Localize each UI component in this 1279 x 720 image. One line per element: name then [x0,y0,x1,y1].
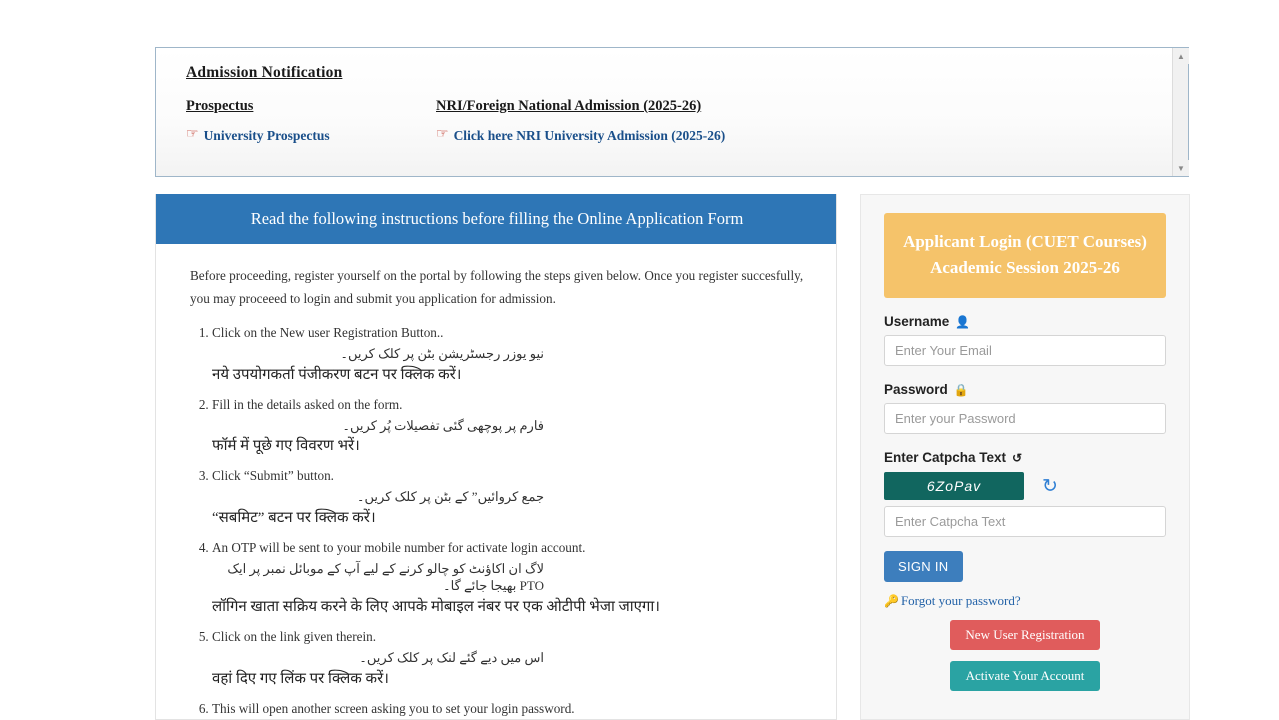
prospectus-column [186,98,436,144]
key-icon: 🔑 [884,593,899,608]
new-user-registration-button[interactable]: New User Registration [950,620,1100,650]
captcha-label: Enter Catpcha Text [884,450,1007,465]
refresh-icon[interactable]: ↻ [1042,475,1058,497]
scroll-up-arrow-icon[interactable]: ▲ [1173,48,1189,64]
forgot-password-link[interactable]: Forgot your password? [900,593,1021,608]
step-hi: फॉर्म में पूछे गए विवरण भरें। [212,438,360,455]
notification-title: Admission Notification [186,64,343,81]
list-item [212,700,814,718]
user-icon: 👤 [955,314,971,329]
step-hi: “सबमिट” बटन पर क्लिक करें। [212,509,376,526]
prospectus-heading: Prospectus [186,98,254,114]
step-ur: نیو یوزر رجسٹریشن بٹن پر کلک کریں۔ [340,346,544,361]
instructions-header: Read the following instructions before filling the Online Application Form [156,194,837,244]
pointing-hand-icon: ☞ [186,127,199,142]
nri-link-row[interactable] [436,128,1166,144]
step-en: 6. This will open another screen asking you to set your login password. [212,700,575,716]
step-ur: اس میں دیے گئے لنک پر کلک کریں۔ [359,649,544,665]
nri-admission-link[interactable]: Click here NRI University Admission (2025-26) [453,128,726,143]
username-label: Username [884,314,950,329]
university-prospectus-link[interactable]: University Prospectus [203,128,330,143]
step-ur: فارم پر پوچھی گئی تفصیلات پُر کریں۔ [342,417,544,433]
login-banner [884,213,1166,298]
step-en: 4. An OTP will be sent to your mobile number for activate login account. [212,540,586,556]
admission-notification-panel [155,47,1189,177]
username-label-row [884,314,1166,329]
step-ur: جمع کروائیں” کے بٹن پر کلک کریں۔ [356,489,544,505]
step-en: 2. Fill in the details asked on the form. [212,396,403,412]
captcha-row [884,472,1166,500]
pointing-hand-icon: ☞ [436,127,449,142]
refresh-badge-icon: ↺ [1012,450,1023,465]
nri-heading: NRI/Foreign National Admission (2025-26) [436,98,702,114]
login-banner-line2: Academic Session 2025-26 [930,257,1120,277]
captcha-image: 6ZoPav [884,472,1024,500]
list-item [212,539,814,617]
step-hi: वहां दिए गए लिंक पर क्लिक करें। [212,670,389,687]
lock-icon: 🔒 [953,382,969,397]
prospectus-link-row[interactable] [186,128,436,144]
applicant-login-panel [860,194,1190,720]
notification-content [156,48,1188,176]
notification-scrollbar[interactable] [1172,48,1188,176]
step-en: 5. Click on the link given therein. [212,629,377,645]
instructions-panel [155,194,837,720]
captcha-input[interactable] [884,506,1166,537]
password-input[interactable] [884,403,1166,434]
login-banner-line1: Applicant Login (CUET Courses) [903,232,1147,251]
instructions-intro: Before proceeding, register yourself on the portal by following the steps given below. Once you register succesfully, you may proceeed to login and submit you application for admission. [190,268,804,307]
notification-columns [186,98,1166,144]
list-item [212,324,814,385]
captcha-label-row [884,450,1166,465]
list-item [212,628,814,689]
list-item [212,396,814,457]
step-hi: नये उपयोगकर्ता पंजीकरण बटन पर क्लिक करें। [212,366,462,383]
instructions-steps [190,324,814,717]
step-ur: لاگ ان اکاؤنٹ کو چالو کرنے کے لیے آپ کے موبائل نمبر پر ایک OTP بھیجا جائے گا۔ [227,560,544,594]
username-input[interactable] [884,335,1166,366]
step-en: 1. Click on the New user Registration Button.. [212,325,444,341]
sign-in-button[interactable]: SIGN IN [884,551,963,582]
step-hi: लॉगिन खाता सक्रिय करने के लिए आपके मोबाइल नंबर पर एक ओटीपी भेजा जाएगा। [212,598,660,615]
list-item [212,467,814,528]
password-label: Password [884,382,948,397]
forgot-password-link-row[interactable] [884,593,1166,609]
nri-column [436,98,1166,144]
password-label-row [884,382,1166,397]
scroll-down-arrow-icon[interactable]: ▼ [1173,160,1189,176]
activate-account-button[interactable]: Activate Your Account [950,661,1100,691]
instructions-body [156,244,836,720]
step-en: 3. Click “Submit” button. [212,468,334,484]
